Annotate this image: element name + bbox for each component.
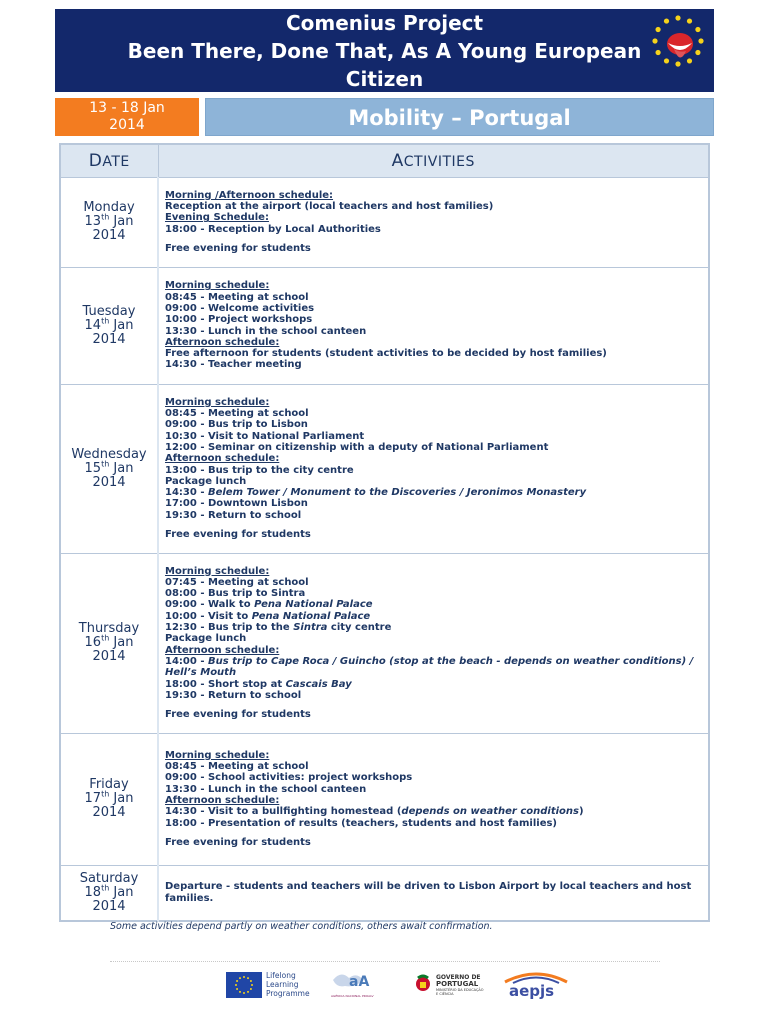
- activity-line: 08:00 - Bus trip to Sintra: [165, 588, 306, 600]
- activity-line: 14:30 - Visit to a bullfighting homestead (depends on weather conditions): [165, 806, 584, 818]
- schedule-heading: Morning schedule:: [165, 280, 270, 292]
- day-name: Saturday: [79, 870, 139, 886]
- day-cell: [60, 553, 158, 733]
- day-cell: [60, 733, 158, 865]
- day-name: Friday: [89, 777, 129, 792]
- day-date: 13th Jan: [84, 212, 134, 229]
- schedule-row: [60, 553, 709, 733]
- activities-cell: [158, 177, 709, 267]
- project-star-logo-icon: [650, 13, 706, 69]
- activity-line: Free afternoon for students (student activities to be decided by host families): [165, 348, 607, 360]
- activity-line: 08:45 - Meeting at school: [165, 291, 309, 303]
- schedule-heading: Afternoon schedule:: [165, 795, 280, 806]
- schedule-heading: Morning /Afternoon schedule:: [165, 189, 334, 201]
- activity-line: 12:30 - Bus trip to the Sintra city centre: [165, 622, 392, 634]
- schedule-heading: Afternoon schedule:: [165, 336, 280, 348]
- mobility-heading: Mobility – Portugal: [205, 98, 714, 136]
- activity-line: 18:00 - Short stop at Cascais Bay: [165, 678, 352, 690]
- activities-cell: [158, 733, 709, 865]
- day-cell: [60, 865, 158, 921]
- activity-line: 19:30 - Return to school: [165, 689, 302, 701]
- activity-line: 13:30 - Lunch in the school canteen: [165, 783, 367, 795]
- activity-line: Departure - students and teachers will be driven to Lisbon Airport by local teachers and host families.: [165, 881, 692, 904]
- activities-cell: [158, 553, 709, 733]
- activity-line: 18:00 - Reception by Local Authorities: [165, 223, 381, 235]
- activity-line: 19:30 - Return to school: [165, 509, 302, 521]
- activity-line: 14:30 - Teacher meeting: [165, 359, 302, 371]
- lifelong-learning-logo: Lifelong Learning Programme: [266, 971, 310, 998]
- day-cell: [60, 267, 158, 384]
- title-line-3: Citizen: [345, 67, 424, 91]
- schedule-heading: Morning schedule:: [165, 749, 270, 761]
- date-range-badge: [55, 98, 199, 136]
- schedule-table: [59, 143, 710, 922]
- eu-flag-icon: [226, 972, 262, 998]
- title-line-2: Been There, Done That, As A Young European: [127, 39, 642, 63]
- activity-line: Free evening for students: [165, 709, 311, 721]
- schedule-heading: Morning schedule:: [165, 565, 270, 577]
- schedule-row: [60, 267, 709, 384]
- day-year: 2014: [92, 331, 126, 347]
- activity-line: 14:30 - Belem Tower / Monument to the Discoveries / Jeronimos Monastery: [165, 487, 587, 499]
- activity-line: 13:30 - Lunch in the school canteen: [165, 325, 367, 337]
- col-header-activities: ACTIVITIES: [158, 144, 709, 177]
- activity-line: 10:30 - Visit to National Parliament: [165, 430, 365, 442]
- activity-line: 13:00 - Bus trip to the city centre: [165, 464, 354, 476]
- activity-line: 10:00 - Project workshops: [165, 314, 313, 326]
- col-header-date: DATE: [60, 144, 158, 177]
- portugal-coat-of-arms-icon: [414, 972, 432, 1000]
- day-year: 2014: [92, 228, 126, 243]
- schedule-row: [60, 865, 709, 921]
- activity-line: 17:00 - Downtown Lisbon: [165, 498, 308, 510]
- activity-line: 12:00 - Seminar on citizenship with a deputy of National Parliament: [165, 441, 549, 453]
- schedule-heading: Evening Schedule:: [165, 212, 269, 224]
- title-line-1: Comenius Project: [285, 11, 484, 35]
- activities-cell: [158, 865, 709, 921]
- schedule-heading: Afternoon schedule:: [165, 644, 280, 656]
- aepjs-logo: aepjs: [501, 970, 571, 1006]
- day-date: 14th Jan: [84, 316, 134, 333]
- title-banner: [55, 9, 714, 92]
- schedule-header-row: [60, 144, 709, 177]
- activity-line: 14:00 - Bus trip to Cape Roca / Guincho (stop at the beach - depends on weather conditions) / Hell’s Mouth: [165, 655, 694, 679]
- divider: [110, 961, 660, 962]
- activity-line: Free evening for students: [165, 528, 311, 540]
- activities-cell: [158, 384, 709, 553]
- schedule-row: [60, 733, 709, 865]
- day-name: Tuesday: [82, 303, 136, 319]
- day-name: Thursday: [78, 621, 140, 636]
- day-date: 15th Jan: [84, 459, 134, 476]
- footer-logos: [226, 968, 571, 1004]
- activity-line: 09:00 - School activities: project workshops: [165, 772, 413, 784]
- schedule-row: [60, 384, 709, 553]
- day-year: 2014: [92, 898, 126, 914]
- day-year: 2014: [92, 474, 126, 490]
- day-name: Monday: [83, 200, 135, 215]
- activity-line: Free evening for students: [165, 242, 311, 254]
- national-agency-caption: AGÊNCIA NACIONAL PROALV: [331, 994, 374, 998]
- activity-line: Free evening for students: [165, 836, 311, 848]
- schedule-heading: Afternoon schedule:: [165, 453, 280, 465]
- activity-line: 08:45 - Meeting at school: [165, 408, 309, 420]
- schedule-row: [60, 177, 709, 267]
- day-name: Wednesday: [71, 446, 147, 462]
- activities-cell: [158, 267, 709, 384]
- activity-line: 09:00 - Bus trip to Lisbon: [165, 419, 308, 431]
- activity-line: Package lunch: [165, 633, 247, 645]
- activity-line: 10:00 - Visit to Pena National Palace: [165, 610, 371, 622]
- activity-line: Reception at the airport (local teachers and host families): [165, 201, 494, 213]
- national-agency-logo: aA: [331, 968, 399, 1004]
- activity-line: 08:45 - Meeting at school: [165, 761, 309, 773]
- government-logo: GOVERNO DE PORTUGAL MINISTÉRIO DA EDUCAÇÃO E CIÊNCIA: [436, 974, 484, 996]
- day-cell: [60, 177, 158, 267]
- day-date: 18th Jan: [84, 883, 134, 900]
- activity-line: 09:00 - Welcome activities: [165, 302, 315, 314]
- activity-line: 09:00 - Walk to Pena National Palace: [165, 599, 373, 611]
- date-range-year: 2014: [109, 117, 145, 133]
- footnote: Some activities depend partly on weather conditions, others await confirmation.: [110, 921, 493, 932]
- activity-line: 07:45 - Meeting at school: [165, 576, 309, 588]
- date-range-text: 13 - 18 Jan: [89, 100, 165, 116]
- day-cell: [60, 384, 158, 553]
- day-date: 17th Jan: [84, 789, 134, 806]
- activity-line: Package lunch: [165, 475, 247, 487]
- day-year: 2014: [92, 805, 126, 820]
- schedule-heading: Morning schedule:: [165, 396, 270, 408]
- day-date: 16th Jan: [84, 633, 134, 650]
- activity-line: 18:00 - Presentation of results (teachers, students and host families): [165, 817, 557, 829]
- day-year: 2014: [92, 649, 126, 664]
